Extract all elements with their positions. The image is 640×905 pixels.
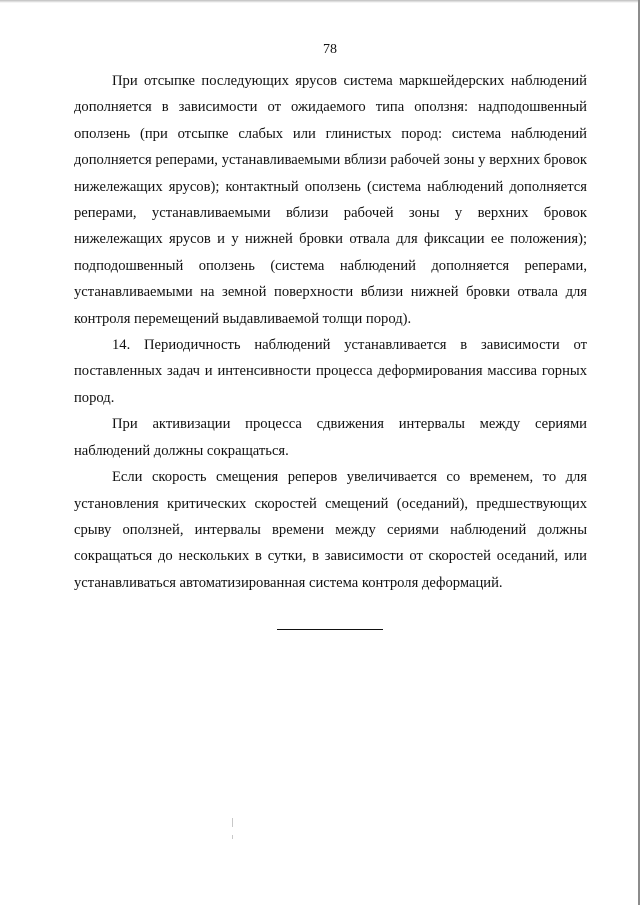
scan-edge-top <box>0 0 640 3</box>
document-body <box>74 68 587 596</box>
paragraph-marksheider-observations: При отсыпке последующих ярусов система маркшейдерских наблюдений дополняется в зависимости от ожидаемого типа оползня: надподошвенный оползень (при отсыпке слабых или глинистых пород: система наблюдений дополняется реперами, устанавливаемыми вблизи рабочей зоны у верхних бровок нижележащих ярусов); контактный оползень (система наблюдений дополняется реперами, устанавливаемыми вблизи рабочей зоны у верхних бровок нижележащих ярусов и у нижней бровки отвала для фиксации ее положения); подподошвенный оползень (система наблюдений дополняется реперами, устанавливаемыми на земной поверхности вблизи нижней бровки отвала для контроля перемещений выдавливаемой толщи пород). <box>74 73 587 327</box>
paragraph-14-periodicity: 14. Периодичность наблюдений устанавливается в зависимости от поставленных задач и интенсивности процесса деформирования массива горных пород. <box>74 337 587 406</box>
scan-speck <box>232 818 233 827</box>
paragraph-displacement-speed: Если скорость смещения реперов увеличивается со временем, то для установления критических скоростей смещений (оседаний), предшествующих срыву оползней, интервалы времени между сериями наблюдений должны сокращаться до нескольких в сутки, в зависимости от скоростей оседаний, или устанавливаться автоматизированная система контроля деформаций. <box>74 469 587 591</box>
scan-speck <box>232 835 233 839</box>
page-number: 78 <box>323 42 337 57</box>
end-of-text-rule <box>277 629 383 630</box>
paragraph-activation-intervals: При активизации процесса сдвижения интервалы между сериями наблюдений должны сокращаться. <box>74 416 587 459</box>
